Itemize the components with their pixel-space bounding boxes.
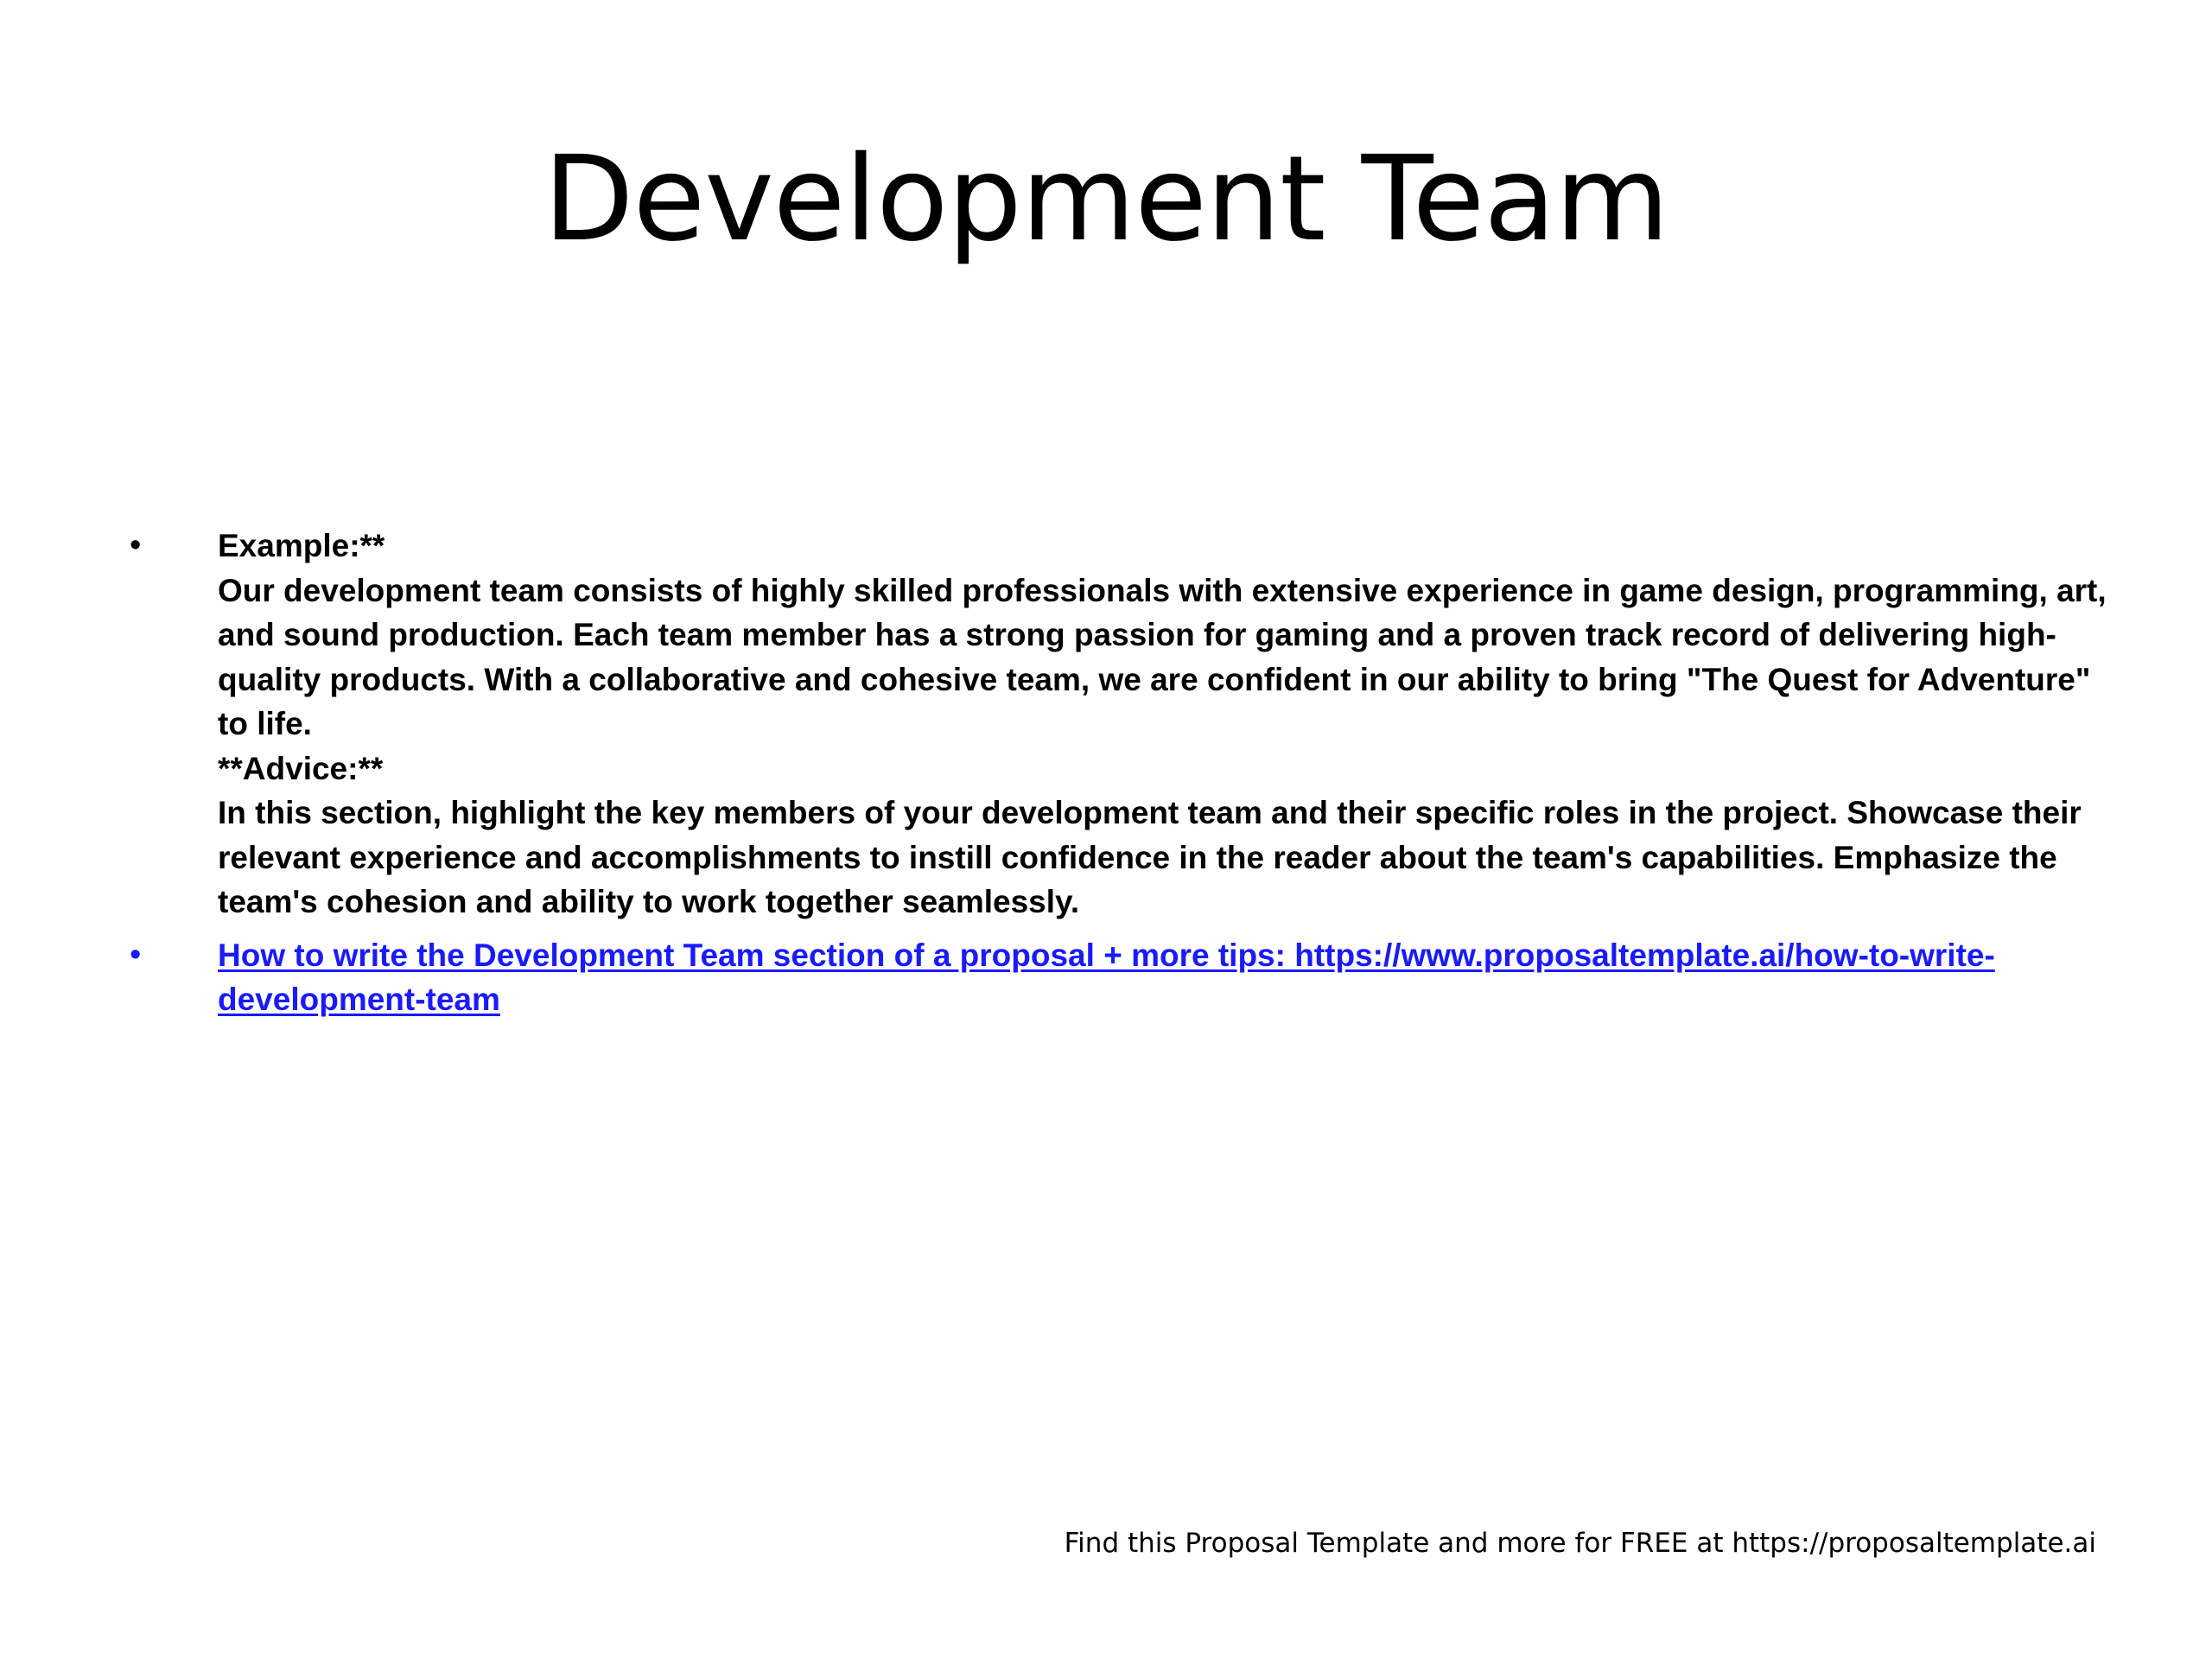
example-heading: Example:** <box>218 528 385 563</box>
bullet-dot-icon: • <box>130 936 142 973</box>
advice-paragraph: In this section, highlight the key members of your development team and their specific roles in the project. Showcase their relevant experience and accomplishments to instill confidence in the reader about the team's capabilities. Emphasize the team's cohesion and ability to work together seamlessly. <box>218 795 2082 919</box>
bullet-example <box>130 524 2117 925</box>
advice-heading: **Advice:** <box>218 750 384 786</box>
bullet-link <box>130 933 2117 1022</box>
bullet-text <box>218 524 2117 925</box>
bullet-dot-icon: • <box>130 527 142 563</box>
example-paragraph: Our development team consists of highly skilled professionals with extensive experience in game design, programming, art, and sound production. Each team member has a strong passion for gaming and a proven track record of delivering high-quality products. With a collaborative and cohesive team, we are confident in our ability to bring "The Quest for Adventure" to life. <box>218 572 2107 741</box>
how-to-write-link[interactable]: How to write the Development Team section of a proposal + more tips: https://www.proposaltemplate.ai/how-to-write-development-team <box>218 937 1995 1017</box>
slide-body <box>130 524 2117 1031</box>
slide-title: Development Team <box>543 131 1669 268</box>
footer-note: Find this Proposal Template and more for FREE at https://proposaltemplate.ai <box>1064 1528 2096 1559</box>
bullet-link-text <box>218 933 2117 1022</box>
